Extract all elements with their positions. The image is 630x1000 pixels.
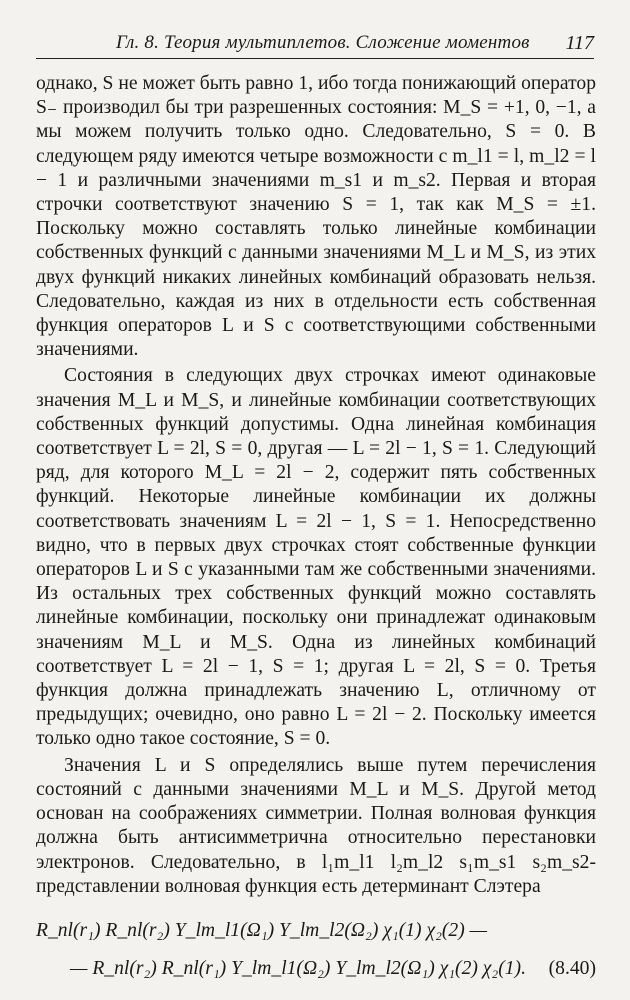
equation-line-2-text: — R_nl(r₂) R_nl(r₁) Y_lm_l1(Ω₂) Y_lm_l2(Ω₁) χ₁(2) χ₂(1).	[70, 958, 526, 979]
running-title: Гл. 8. Теория мультиплетов. Сложение моментов	[116, 32, 530, 53]
paragraph-2: Состояния в следующих двух строчках имеют одинаковые значения M_L и M_S, и линейные комбинации соответствующих собственных функций допустимы. Одна линейная комбинация соответствует L = 2l, S = 0, другая — L = 2l − 1, S = 1. Следующий ряд, для которого M_L = 2l − 2, содержит пять собственных функций. Некоторые линейные комбинации их должны соответствовать значениям L = 2l − 1, S = 1. Непосредственно видно, что в первых двух строчках стоят собственные функции операторов L и S с указанными там же собственными значениями. Из остальных трех собственных функций можно составлять линейные комбинации, поскольку они принадлежат одинаковым значениям M_L и M_S. Одна из линейных комбинаций соответствует L = 2l − 1, S = 1; другая L = 2l, S = 0. Третья функция должна принадлежать значению L, отличному от предыдущих; очевидно, оно равно L = 2l − 2. Поскольку имеется только одно такое состояние, S = 0.	[36, 365, 596, 750]
body-text	[36, 72, 596, 901]
page-number: 117	[565, 32, 594, 54]
equation-line-1	[36, 920, 596, 942]
equation-line-2	[70, 958, 596, 980]
equation-number: (8.40)	[548, 958, 596, 979]
equation-line-1-text: R_nl(r₁) R_nl(r₂) Y_lm_l1(Ω₁) Y_lm_l2(Ω₂) χ₁(1) χ₂(2) —	[36, 920, 488, 941]
paragraph-1: однако, S не может быть равно 1, ибо тогда понижающий оператор S₋ производил бы три разрешенных состояния: M_S = +1, 0, −1, а мы можем получить только одно. Следовательно, S = 0. В следующем ряду имеются четыре возможности с m_l1 = l, m_l2 = l − 1 и различными значениями m_s1 и m_s2. Первая и вторая строчки соответствуют значению S = 1, так как M_S = ±1. Поскольку можно составлять только линейные комбинации собственных функций с данными значениями M_L и M_S, из этих двух функций никаких линейных комбинаций образовать нельзя. Следовательно, каждая из них в отдельности есть собственная функция операторов L и S с соответствующими собственными значениями.	[36, 73, 596, 361]
paragraph-3: Значения L и S определялись выше путем перечисления состояний с данными значениями M_L и M_S. Другой метод основан на соображениях симметрии. Полная волновая функция должна быть антисимметрична относительно перестановки электронов. Следовательно, в l₁m_l1 l₂m_l2 s₁m_s1 s₂m_s2-представлении волновая функция есть детерминант Слэтера	[36, 754, 596, 897]
running-head	[36, 30, 594, 59]
